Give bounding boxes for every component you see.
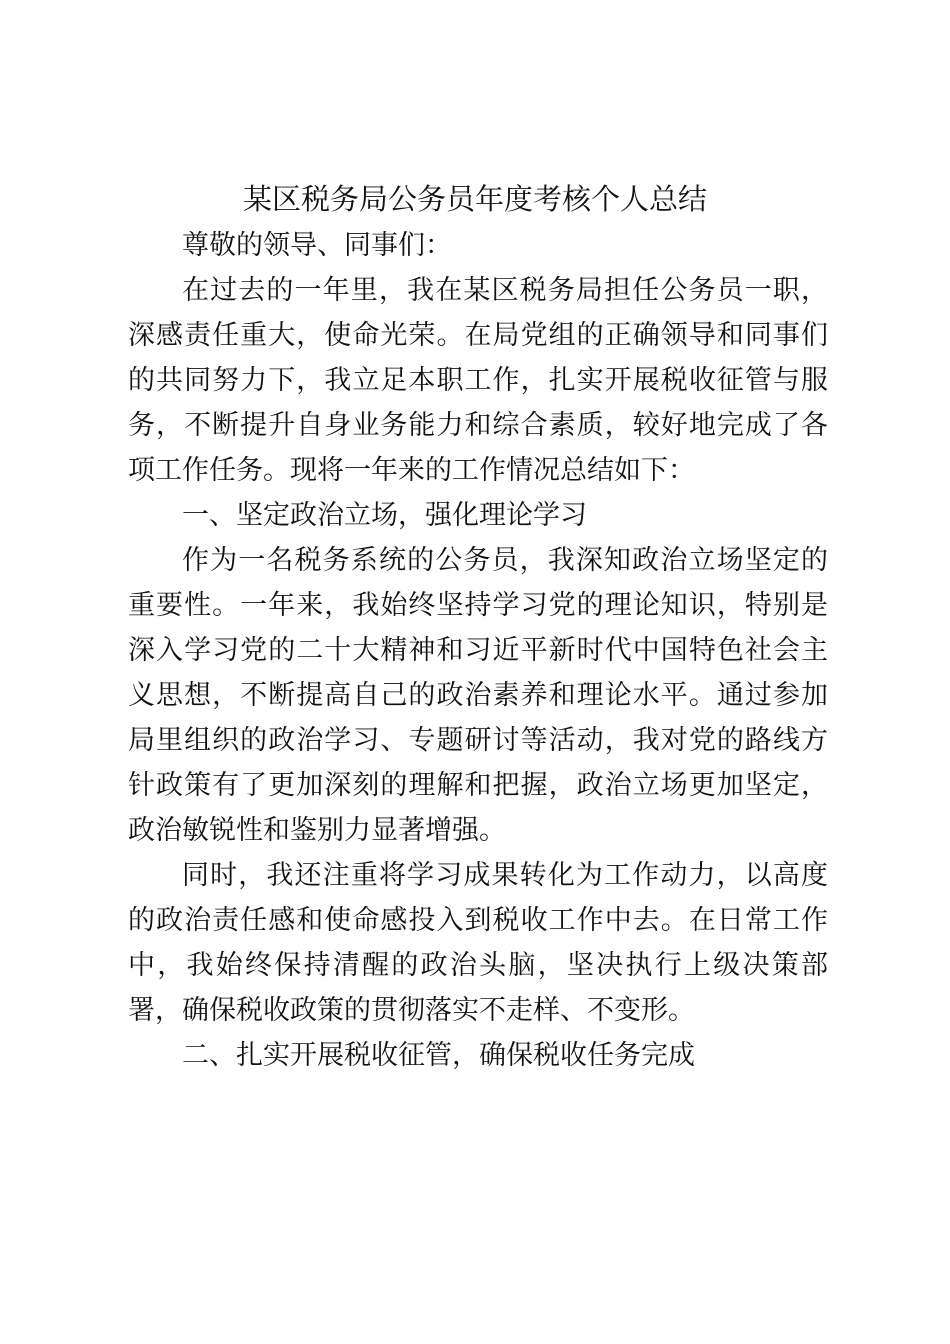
section-1-paragraph-2: 同时，我还注重将学习成果转化为工作动力，以高度的政治责任感和使命感投入到税收工作中去。在日常工作中，我始终保持清醒的政治头脑，坚决执行上级决策部署，确保税收政策的贯彻落实不走样、不变形。	[128, 860, 828, 1026]
intro-paragraph: 在过去的一年里，我在某区税务局担任公务员一职，深感责任重大，使命光荣。在局党组的正确领导和同事们的共同努力下，我立足本职工作，扎实开展税收征管与服务，不断提升自身业务能力和综合素质，较好地完成了各项工作任务。现将一年来的工作情况总结如下：	[128, 275, 828, 486]
document-body	[128, 223, 828, 1078]
section-1-heading: 一、坚定政治立场，强化理论学习	[182, 500, 587, 531]
document-title: 某区税务局公务员年度考核个人总结	[242, 182, 707, 216]
section-1-paragraph-1: 作为一名税务系统的公务员，我深知政治立场坚定的重要性。一年来，我始终坚持学习党的理论知识，特别是深入学习党的二十大精神和习近平新时代中国特色社会主义思想，不断提高自己的政治素养和理论水平。通过参加局里组织的政治学习、专题研讨等活动，我对党的路线方针政策有了更加深刻的理解和把握，政治立场更加坚定，政治敏锐性和鉴别力显著增强。	[128, 545, 828, 846]
salutation: 尊敬的领导、同事们：	[182, 230, 452, 261]
section-2-heading: 二、扎实开展税收征管，确保税收任务完成	[182, 1040, 695, 1071]
